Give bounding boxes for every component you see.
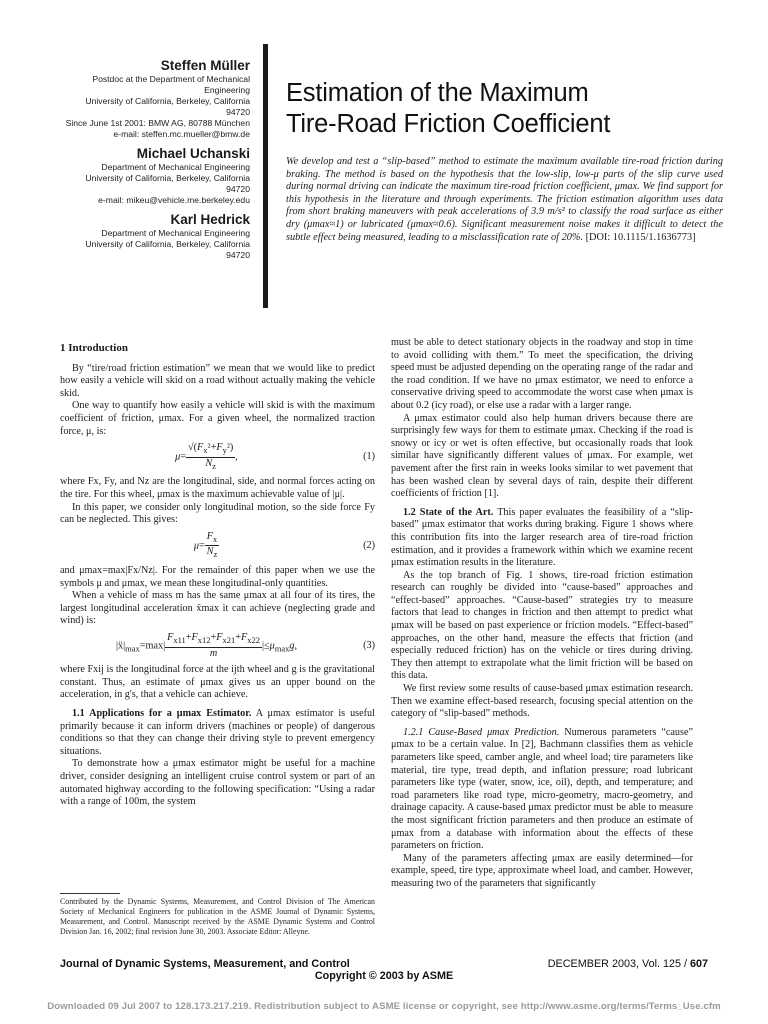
paper-title	[286, 78, 726, 140]
subsection-text: This paper evaluates the feasibility of a “slip-based” μmax estimator that works during braking. Figure 1 shows where this contribution fits into the larger research area of tire-road friction estimation, and it provides a framework within which we examine recent μmax estimation results in the literature.	[391, 506, 694, 569]
author-block	[60, 58, 250, 261]
paragraph: When a vehicle of mass m has the same μmax at all four of its tires, the largest longitudinal acceleration ẍmax it can achieve (neglecting grade and wind) is:	[60, 590, 375, 627]
title-line: Tire-Road Friction Coefficient	[286, 110, 611, 138]
page-number: 607	[689, 958, 708, 970]
copyright: Copyright © 2003 by ASME	[314, 970, 454, 982]
subsection-paragraph	[391, 507, 693, 570]
author-affiliation-line: Department of Mechanical Engineering	[101, 228, 250, 238]
paragraph: where Fxij is the longitudinal force at the ijth wheel and g is the gravitational constant. Thus, an estimate of μmax gives us an upper bound on the acceleration, in g's, that a vehicle can achieve.	[60, 664, 375, 701]
paragraph: where Fx, Fy, and Nz are the longitudinal, side, and normal forces acting on the tire. For this wheel, μmax is the maximum achievable value of |μ|.	[60, 476, 375, 500]
footnote: Contributed by the Dynamic Systems, Measurement, and Control Division of The American Society of Mechanical Engineers for publication in the ASME Journal of Dynamic Systems, Measurement, and Control. Manuscript received by the ASME Dynamic Systems and Control Division Jan. 16, 2002; final revision June 30, 2003. Associate Editor: Alleyne.	[60, 897, 375, 936]
title-line: Estimation of the Maximum	[286, 79, 589, 107]
issue-info: DECEMBER 2003, Vol. 125 / 607	[547, 958, 708, 970]
equation-body: μ= $\frac{√(F_x^2+F_y^2)}{N_z}$ ,	[175, 442, 238, 471]
paragraph: To demonstrate how a μmax estimator might be useful for a machine driver, consider designing an intelligent cruise control system or part of an automated highway according to the following specification: “Using a radar with a range of 100m, the system	[60, 758, 375, 808]
paragraph: In this paper, we consider only longitudinal motion, so the side force Fy can be neglected. This gives:	[60, 501, 375, 526]
paragraph: One way to quantify how easily a vehicle will skid is with the maximum coefficient of friction, μmax. For a given wheel, the normalized traction force, μ, is:	[60, 400, 375, 437]
right-column	[391, 337, 693, 891]
abstract-text: We develop and test a “slip-based” method to estimate the maximum available tire-road friction during braking. The method is based on the hypothesis that the low-slip, low-μ parts of the slip curve used during normal driving can indicate the maximum tire-road friction coefficient, μmax. We find support for this hypothesis in the literature and through experiments. The friction estimation algorithm uses data from short braking maneuvers with peak accelerations of 3.9 m/s² to classify the road surface as either dry (μmax≈1) or lubricated (μmax≈0.6). Significant measurement noise makes it difficult to detect the subtle effect being measured, leading to a misclassification rate of 20%.	[286, 156, 723, 243]
author-affiliation-line: University of California, Berkeley, California	[85, 96, 250, 106]
author-email: e-mail: steffen.mc.mueller@bmw.de	[113, 129, 250, 139]
author-affiliation-line: University of California, Berkeley, California	[85, 239, 250, 249]
author-name: Steffen Müller	[160, 58, 250, 73]
author-affiliation-line: Engineering	[204, 85, 250, 95]
abstract	[286, 156, 723, 244]
paragraph: As the top branch of Fig. 1 shows, tire-road friction estimation research can roughly be divided into “cause-based” approaches and “effect-based” approaches. “Cause-based” strategies try to measure factors that lead to changes in friction and then attempt to predict what μmax will be based on past experience or friction models. “Effect-based” approaches, on the other hand, measure the effects that friction (and especially reduced friction) has on the vehicle or tires during driving. They then attempt to extrapolate what the limit friction will be based on this data.	[391, 569, 693, 682]
title-divider-bar	[263, 44, 268, 308]
author-affiliation-line: 94720	[226, 184, 250, 194]
author-name: Karl Hedrick	[170, 212, 250, 227]
author-affiliation-line: 94720	[226, 107, 250, 117]
equation-number: (3)	[363, 639, 375, 651]
author-affiliation-line: Postdoc at the Department of Mechanical	[92, 74, 250, 84]
author-affiliation-line: 94720	[226, 250, 250, 260]
subsection-heading: 1.1 Applications for a μmax Estimator.	[72, 708, 252, 719]
section-heading: 1 Introduction	[60, 342, 128, 354]
subsection-heading: 1.2 State of the Art.	[403, 506, 494, 518]
subsection-text: A μmax estimator is useful primarily because it can inform drivers (machines or people) of dangerous conditions so that they can change their driving style to prevent emergency situations.	[60, 708, 375, 757]
equation-3	[60, 632, 375, 660]
equation-body: $|ẍ|_{max}=\max|$ $\frac{F_{x11}+F_{x12}+F_{x21}+F_{x22}}{m}$ $|\le\mu_{max}g$,	[115, 632, 298, 659]
issue-text: DECEMBER 2003, Vol. 125	[547, 958, 681, 970]
equation-number: (1)	[363, 450, 375, 462]
paragraph: Many of the parameters affecting μmax are easily determined—for example, speed, tire type, approximate wheel load, and camber. However, measuring two of the parameters that significantly	[391, 852, 693, 889]
paragraph: We first review some results of cause-based μmax estimation research. Then we examine effect-based research, focusing special attention on the category of “slip-based” methods.	[391, 683, 693, 720]
paragraph: must be able to detect stationary objects in the roadway and stop in time to avoid colliding with them.” To meet the specification, the driving speed must be adjusted depending on the operating range of the radar and the road condition. If we have no μmax estimator, we need to enforce a conservative driving speed to accommodate the worst case when μmax is about 0.2 (icy road), or else use a radar with a larger range.	[391, 337, 693, 411]
journal-name: Journal of Dynamic Systems, Measurement, and Control	[60, 958, 350, 970]
paragraph: By “tire/road friction estimation” we mean that we would like to predict how easily a vehicle will skid on a road without actually making the vehicle skid.	[60, 362, 375, 399]
equation-1	[60, 442, 375, 472]
left-column	[60, 342, 375, 809]
equation-body: μ= $\frac{F_x}{N_z}$	[193, 530, 218, 560]
subsection-paragraph	[60, 708, 375, 758]
equation-number: (2)	[363, 539, 375, 551]
equation-2	[60, 531, 375, 561]
author-affiliation-line: Department of Mechanical Engineering	[101, 162, 250, 172]
subsection-paragraph	[391, 727, 693, 853]
subsection-text: Numerous parameters “cause” μmax to be a certain value. In [2], Bachmann classifies them as vehicle parameters like speed, camber angle, and wheel load; tire parameters like material, tire type, tread depth, and inflation pressure; road lubricant parameters like type (water, snow, ice, oil), depth, and temperature; and road parameters like road type, micro-geometry, macro-geometry, and drainage capacity. A cause-based μmax predictor must be able to measure the most significant friction parameters and then produce an estimate of μmax from a database with information about the effects of these parameters on friction.	[391, 726, 693, 852]
paragraph: and μmax=max|Fx/Nz|. For the remainder of this paper when we use the symbols μ and μmax, we mean these longitudinal-only quantities.	[60, 565, 375, 589]
doi: [DOI: 10.1115/1.1636773]	[585, 231, 696, 243]
author-name: Michael Uchanski	[136, 146, 250, 161]
footnote-divider	[60, 893, 120, 894]
subsection-heading: 1.2.1 Cause-Based μmax Prediction.	[403, 726, 560, 738]
download-notice: Downloaded 09 Jul 2007 to 128.173.217.219. Redistribution subject to ASME license or copyright, see http://www.asme.org/terms/Terms_Use.cfm	[47, 1001, 721, 1012]
author-email: e-mail: mikeu@vehicle.me.berkeley.edu	[98, 195, 250, 205]
author-affiliation-line: Since June 1st 2001: BMW AG, 80788 München	[65, 118, 250, 128]
author-affiliation-line: University of California, Berkeley, California	[85, 173, 250, 183]
paragraph: A μmax estimator could also help human drivers because there are surprisingly few ways for them to estimate μmax. Checking if the road is snowy or icy or wet is often effective, but occasionally roads that look similar have significantly different values of μmax. For example, wet pavement after the first rain in weeks looks similar to wet pavement that has been washed clean by several days of rain, despite their different coefficients of friction [1].	[391, 412, 693, 500]
